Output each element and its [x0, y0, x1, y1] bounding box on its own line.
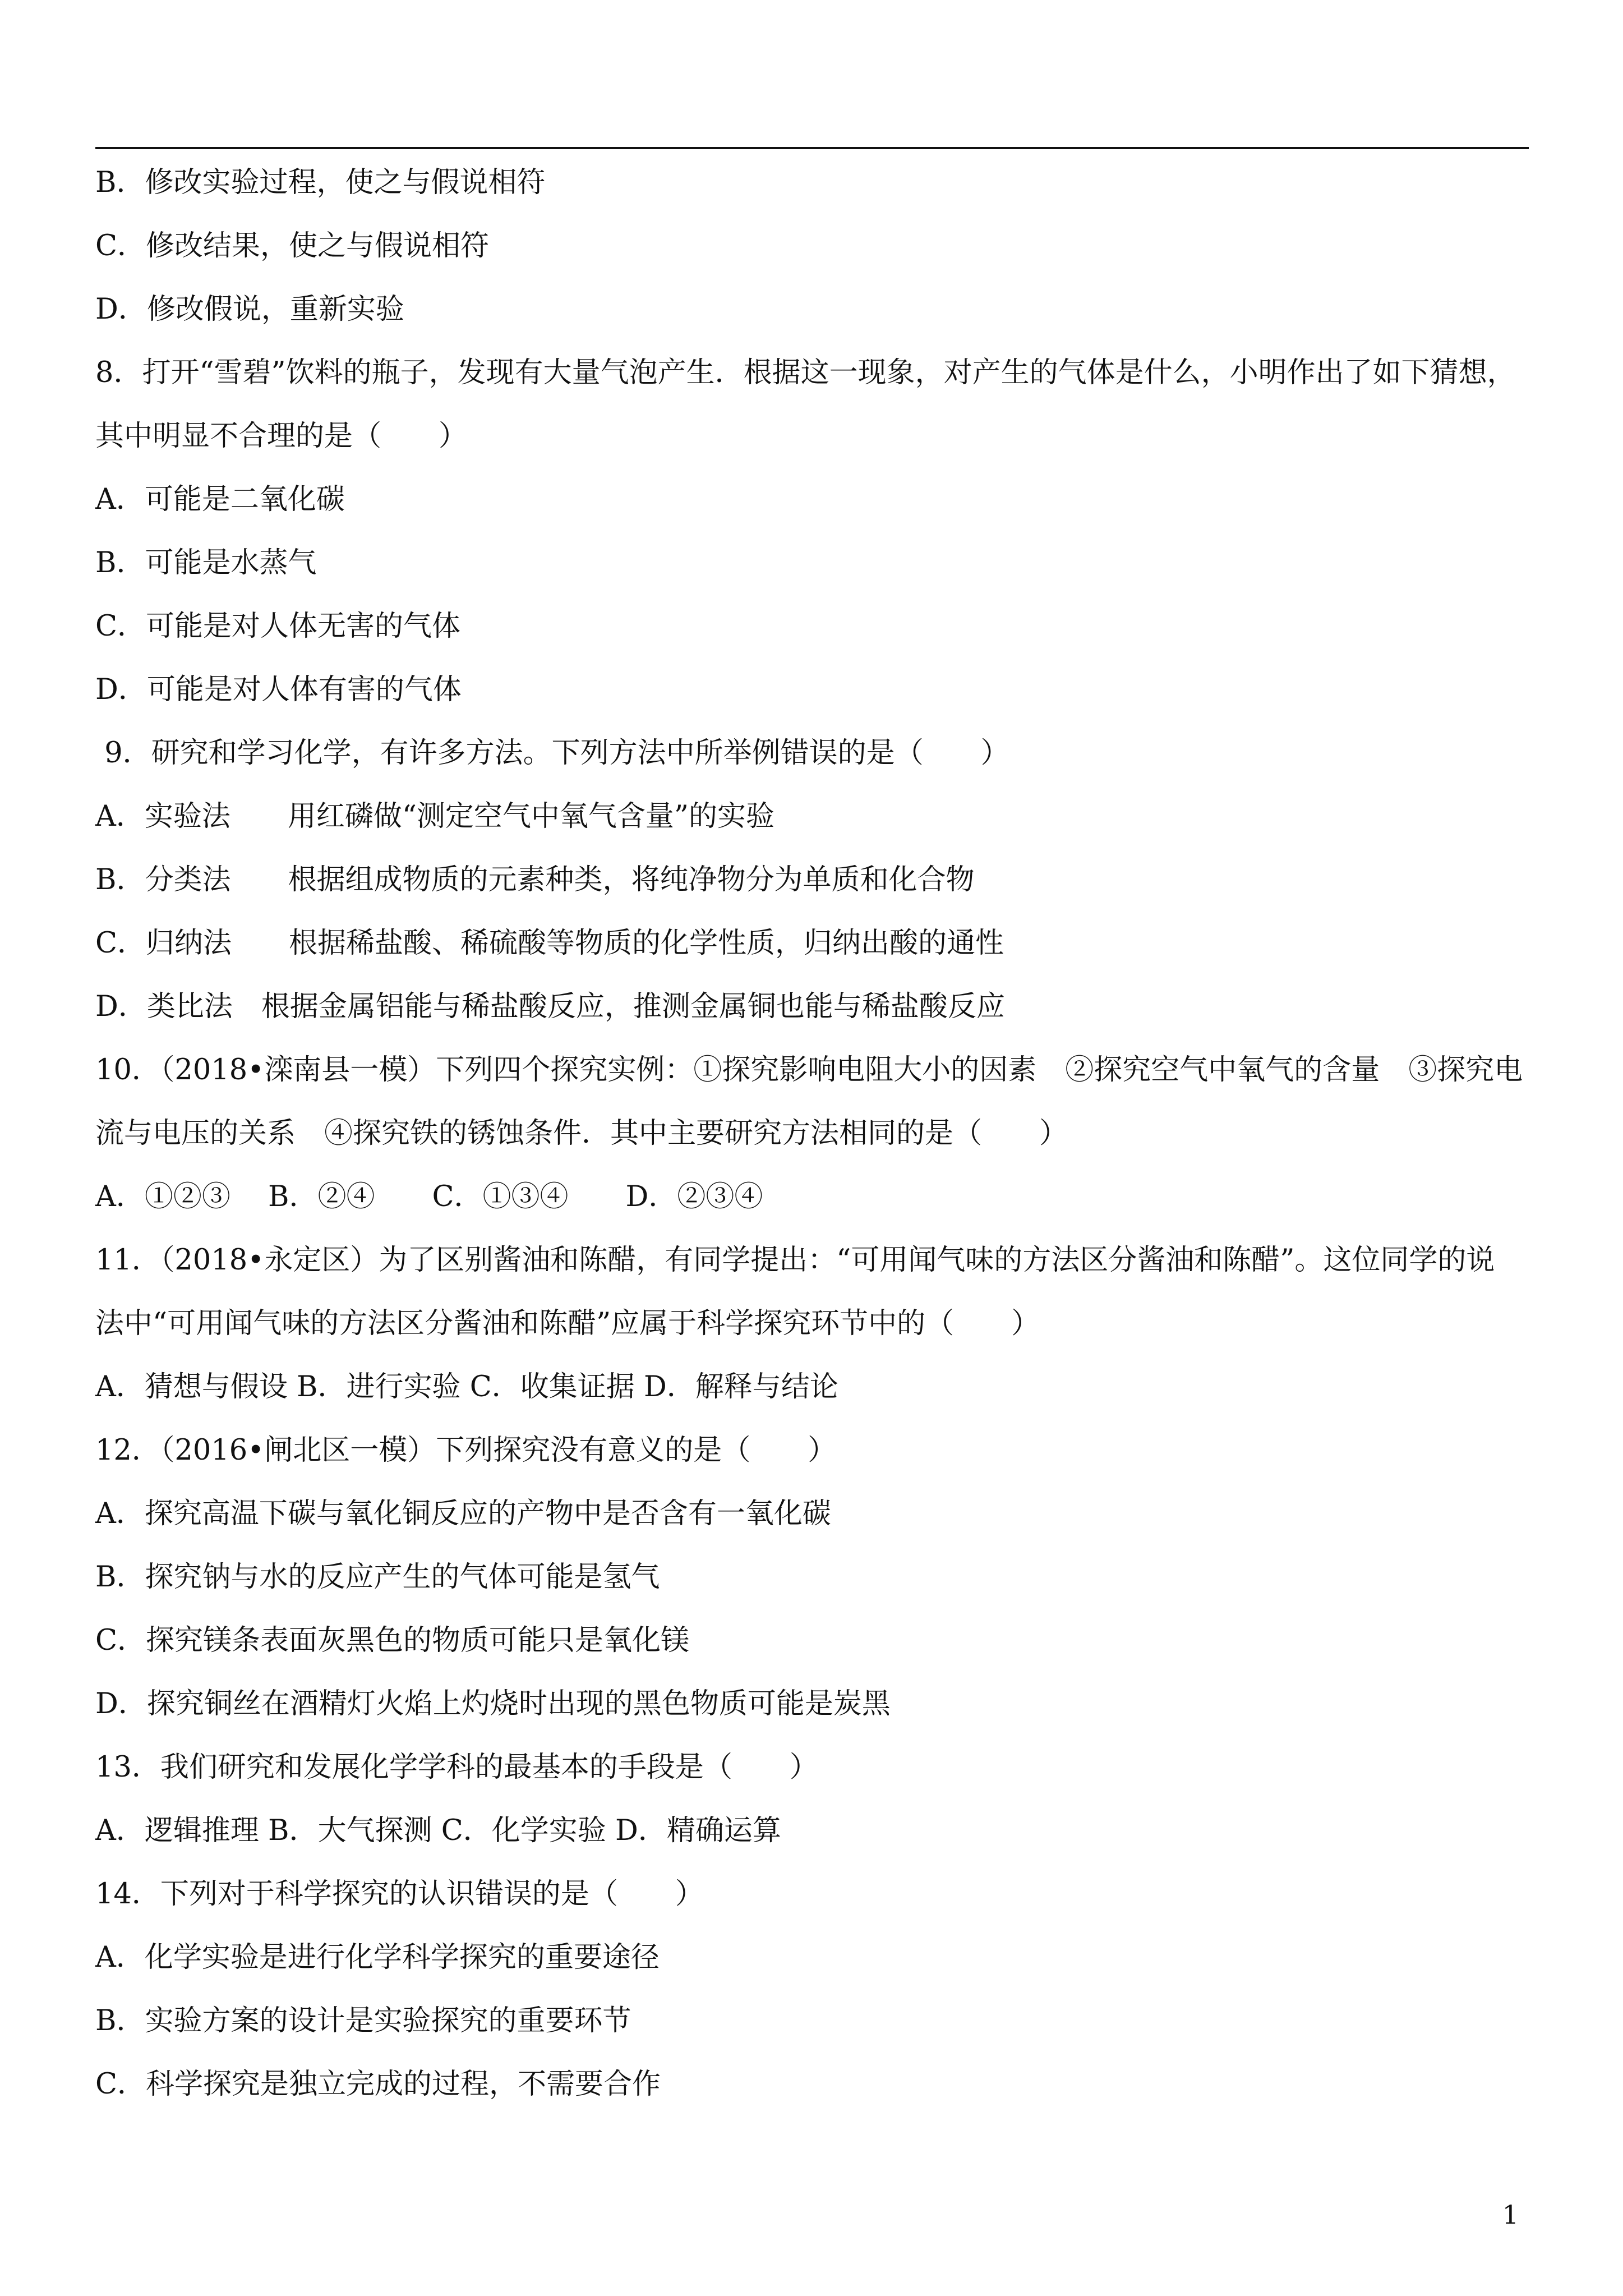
text-line: C．修改结果，使之与假说相符: [95, 229, 490, 263]
text-line: B．实验方案的设计是实验探究的重要环节: [95, 2004, 631, 2037]
text-line: D．可能是对人体有害的气体: [95, 673, 462, 706]
header-rule: [95, 147, 1529, 149]
text-line: 14．下列对于科学探究的认识错误的是（ ）: [95, 1878, 704, 1911]
text-line: A．化学实验是进行化学科学探究的重要途径: [95, 1941, 660, 1974]
text-line: C．归纳法 根据稀盐酸、稀硫酸等物质的化学性质，归纳出酸的通性: [95, 927, 1004, 960]
text-line: D．探究铜丝在酒精灯火焰上灼烧时出现的黑色物质可能是炭黑: [95, 1687, 891, 1720]
text-line: 8．打开“雪碧”饮料的瓶子，发现有大量气泡产生．根据这一现象，对产生的气体是什么，小明作出了如下猜想，: [95, 356, 1516, 389]
text-line: B．可能是水蒸气: [95, 546, 317, 579]
text-line: C．可能是对人体无害的气体: [95, 610, 461, 643]
text-line: 流与电压的关系 ④探究铁的锈蚀条件．其中主要研究方法相同的是（ ）: [95, 1117, 1068, 1150]
text-line: A．可能是二氧化碳: [95, 483, 345, 516]
text-line: B．修改实验过程，使之与假说相符: [95, 166, 546, 199]
text-line: 13．我们研究和发展化学学科的最基本的手段是（ ）: [95, 1751, 818, 1784]
text-line: A．实验法 用红磷做“测定空气中氧气含量”的实验: [95, 800, 774, 833]
text-line: B．探究钠与水的反应产生的气体可能是氢气: [95, 1561, 660, 1594]
text-line: A．猜想与假设 B．进行实验 C．收集证据 D．解释与结论: [95, 1370, 838, 1404]
text-line: 12．（2016•闸北区一模）下列探究没有意义的是（ ）: [95, 1434, 837, 1467]
text-line: A．探究高温下碳与氧化铜反应的产物中是否含有一氧化碳: [95, 1497, 831, 1530]
text-line: 9．研究和学习化学，有许多方法。下列方法中所举例错误的是（ ）: [95, 737, 1009, 770]
text-line: D．类比法 根据金属铝能与稀盐酸反应，推测金属铜也能与稀盐酸反应: [95, 990, 1005, 1023]
text-line: 11．（2018•永定区）为了区别酱油和陈醋，有同学提出：“可用闻气味的方法区分酱油和陈醋”。这位同学的说: [95, 1244, 1495, 1277]
text-line: 法中“可用闻气味的方法区分酱油和陈醋”应属于科学探究环节中的（ ）: [95, 1307, 1040, 1340]
text-line: C．科学探究是独立完成的过程，不需要合作: [95, 2068, 661, 2101]
text-line: D．修改假说，重新实验: [95, 293, 404, 326]
text-line: A．①②③ B．②④ C．①③④ D．②③④: [95, 1180, 763, 1213]
text-line: C．探究镁条表面灰黑色的物质可能只是氧化镁: [95, 1624, 690, 1657]
text-line: 10．（2018•滦南县一模）下列四个探究实例：①探究影响电阻大小的因素 ②探究空气中氧气的含量 ③探究电: [95, 1053, 1523, 1087]
text-line: 其中明显不合理的是（ ）: [95, 420, 468, 453]
text-line: B．分类法 根据组成物质的元素种类，将纯净物分为单质和化合物: [95, 863, 975, 896]
text-line: A．逻辑推理 B．大气探测 C．化学实验 D．精确运算: [95, 1814, 781, 1847]
page-number: 1: [1502, 2200, 1519, 2230]
